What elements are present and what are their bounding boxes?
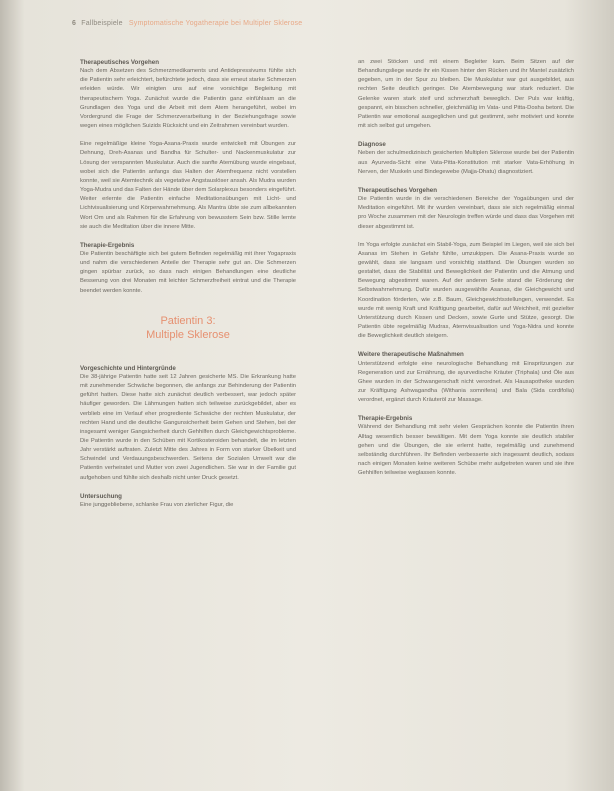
body-paragraph: Die Patientin wurde in die verschiedenen Bereiche der Yogaübungen und der Meditation eingeführt. Mit ihr wurden vereinbart, dass sie sich regelmäßig einmal pro Woche zusammen mit der Neurologin treffen würde und dass das Vorgehen mit dieser abgestimmt ist. [358, 196, 574, 230]
body-paragraph: Eine junggebliebene, schlanke Frau von zierlicher Figur, die [80, 501, 234, 508]
section-heading: Therapie-Ergebnis [80, 241, 135, 249]
body-paragraph: Im Yoga erfolgte zunächst ein Stabil-Yoga, zum Beispiel im Liegen, weil sie sich bei Asanas im Stehen in Gefahr fühlte, umzukippen. Die Asana-Praxis wurde so gewählt, dass sie langsam und vorsichtig stattfand. Die Übungen wurden so gestaltet, dass die Stabilität und Beweglichkeit der Patientin und die Atmung und Bewegung abgestimmt waren. Auf der anderen Seite stand die Förderung der Selbstwahrnehmung. Dafür wurden ausgewählte Asanas, die Gleichgewicht und Koordination förderten, wie z.B. Baum, Gleichgewichtsstellungen, verwendet. Es wurde mit wenig Kraft und Kräftigung gearbeitet, dafür auf Weichheit, mit gezielter Unterstützung durch Kissen und Decken, sowie Gurte und Stütze, gesorgt. Die Patientin übte regelmäßig Mudras, Atemvisualisation und Yoga-Nidra und konnte die Beweglichkeit deutlich steigern. [358, 241, 574, 340]
running-title: Symptomatische Yogatherapie bei Multipler Sklerose [128, 20, 303, 27]
section-heading: Weitere therapeutische Maßnahmen [358, 351, 464, 359]
right-column [358, 58, 574, 487]
section-heading: Therapie-Ergebnis [358, 415, 413, 423]
left-column [80, 58, 296, 519]
case-title [80, 314, 296, 342]
body-paragraph: Während der Behandlung mit sehr vielen Gesprächen konnte die Patientin ihren Alltag wesentlich besser bewältigen. Mit dem Yoga konnte sie deutlich stabiler gehen und die Übungen, die sie erlernt hatte, regelmäßig und zunehmend selbständig durchführen. Ihr Befinden verbesserte sich insgesamt deutlich, sodass nach einigen Monaten keine weiteren Schübe mehr aufgetreten waren und sie ihre Gehhilfen teilweise weglassen konnte. [358, 424, 574, 477]
section-heading: Untersuchung [80, 492, 122, 500]
case-title-line: Patientin 3: [160, 314, 216, 327]
section-heading: Vorgeschichte und Hintergründe [80, 364, 176, 372]
case-title-line: Multiple Sklerose [146, 328, 230, 341]
section-heading: Therapeutisches Vorgehen [358, 186, 437, 194]
body-paragraph: Neben der schulmedizinisch gesicherten Multiplen Sklerose wurde bei der Patientin aus Ayurveda-Sicht eine Vata-Pitta-Konstitution mit starker Vata-Erhöhung in Nerven, der Muskeln und Bindegewebe (Majja-Dhatu) diagnostiziert. [358, 150, 574, 175]
section-heading: Diagnose [358, 141, 386, 149]
body-paragraph: Nach dem Absetzen des Schmerzmedikaments und Antidepressivums fühlte sich die Patientin sehr erleichtert, befürchtete jedoch, dass sie erneut starke Schmerzen erleiden würde. Wir einigten uns auf eine vorsichtige Begleitung mit therapeutischem Yoga. Zunächst wurde die Patientin ganz einfühlsam an die Grundlagen des Yoga und die Arbeit mit dem Atem herangeführt, wobei im Vordergrund die Frage der Schmerzverarbeitung in der Beziehungsfrage sowie wegen eines möglichen Suizids Rücksicht und ein Zeitrahmen vereinbart wurden. [80, 68, 296, 130]
body-paragraph: Unterstützend erfolgte eine neurologische Behandlung mit Einspritzungen zur Regeneration und zur Ernährung, die ayurvedische Kräuter (Triphala) und Öle aus Ghee wurden in der Schwangerschaft nicht verordnet. Als Hausapotheke wurden zur Kräftigung Ashwagandha (Withania somnifera) und Bala (Sida cordifolia) verordnet, ergänzt durch Kräuteröl zur Massage. [358, 360, 574, 404]
page-header [72, 20, 532, 32]
section-label: Fallbeispiele [81, 20, 123, 27]
body-paragraph: Die 38-jährige Patientin hatte seit 12 Jahren gesicherte MS. Die Erkrankung hatte mit zunehmender Schwäche begonnen, die anfangs zur Behinderung der Patientin geführt hatten. Diese hatte sich zunächst deutlich verbessert, war jedoch später häufiger geworden. Die Lähmungen hatten sich teilweise zurückgebildet, aber es verblieb eine im Verlauf eher progrediente Schwäche der rechten Muskulatur, der rechten Hand und die deutliche Gangunsicherheit beim Gehen und Stehen, bei der insgesamt weniger Gangsicherheit durch Gehhilfen durch Gleichgewichtsprobleme. Die Patientin wurde in den Schüben mit Kortikosteroiden behandelt, die im letzten Jahr verstärkt auftraten. Zuletzt Mitte des Jahres in Form von starker Übelkeit und Schwindel und Verdauungsbeschwerden. Seitens der Sozialen Umwelt war die Patientin verheiratet und Mutter von zwei Jugendlichen. Sie war in der Familie gut aufgehoben und fühlte sich deshalb nicht unter Druck gesetzt. [80, 373, 296, 481]
section-heading: Therapeutisches Vorgehen [80, 59, 159, 66]
page-number: 6 [72, 20, 77, 27]
body-paragraph: Eine regelmäßige kleine Yoga-Asana-Praxis wurde entwickelt mit Übungen zur Dehnung, Dreh-Asanas und Bandha für Schulter- und Nackenmuskulatur zur Lösung der verspannten Muskulatur. Auch die sanfte Atemübung wurde eingebaut, wobei sich die Patientin anfangs das Halten der Atemfrequenz nicht vorstellen konnte, weil sie Atemtechnik als vegetative Angstauslöser ansah. Als Mudra wurden Yoga-Mudra und das Falten der Hände über dem Solarplexus besonders eingeführt. Weiter erlernte die Patientin einfache Meditationsübungen mit Licht- und Lichtvisualisierung und Körperwahrnehmung. Als Mantra übte sie zum allbekannten Wort Om und als Rahmen für die Erfahrung von bewusstem Sein bzw. Stille lernte sie auch die Meditation über die innere Mitte. [80, 141, 296, 230]
body-paragraph: Die Patientin beschäftigte sich bei gutem Befinden regelmäßig mit ihrer Yogapraxis und nahm die verschiedenen Anteile der Therapie sehr gut an. Die Schmerzen gingen spürbar zurück, so dass nach einigen Behandlungen eine deutliche Besserung von drei Monaten mit leichter Schmerzfreiheit eintrat und die Therapie beendet werden konnte. [80, 250, 296, 294]
body-paragraph: an zwei Stöcken und mit einem Begleiter kam. Beim Sitzen auf der Behandlungsliege wurde ihr ein Kissen hinter den Rücken und ihr Mantel zusätzlich gegeben, um in der Spur zu bleiben. Die Muskulatur war gut ausgebildet, aus rechten Seite deutlich geringer. Die Atembewegung war stark reduziert. Die Gelenke waren stark steif und schmerzhaft beweglich. Der Puls war kräftig, gespannt, ein bisschen schneller, gleichmäßig im Vata- und Pitta-Dosha betont. Die Patientin war emotional ausgeglichen und gut gestimmt, sehr motiviert und konnte mit sich selbst gut umgehen. [358, 59, 574, 130]
